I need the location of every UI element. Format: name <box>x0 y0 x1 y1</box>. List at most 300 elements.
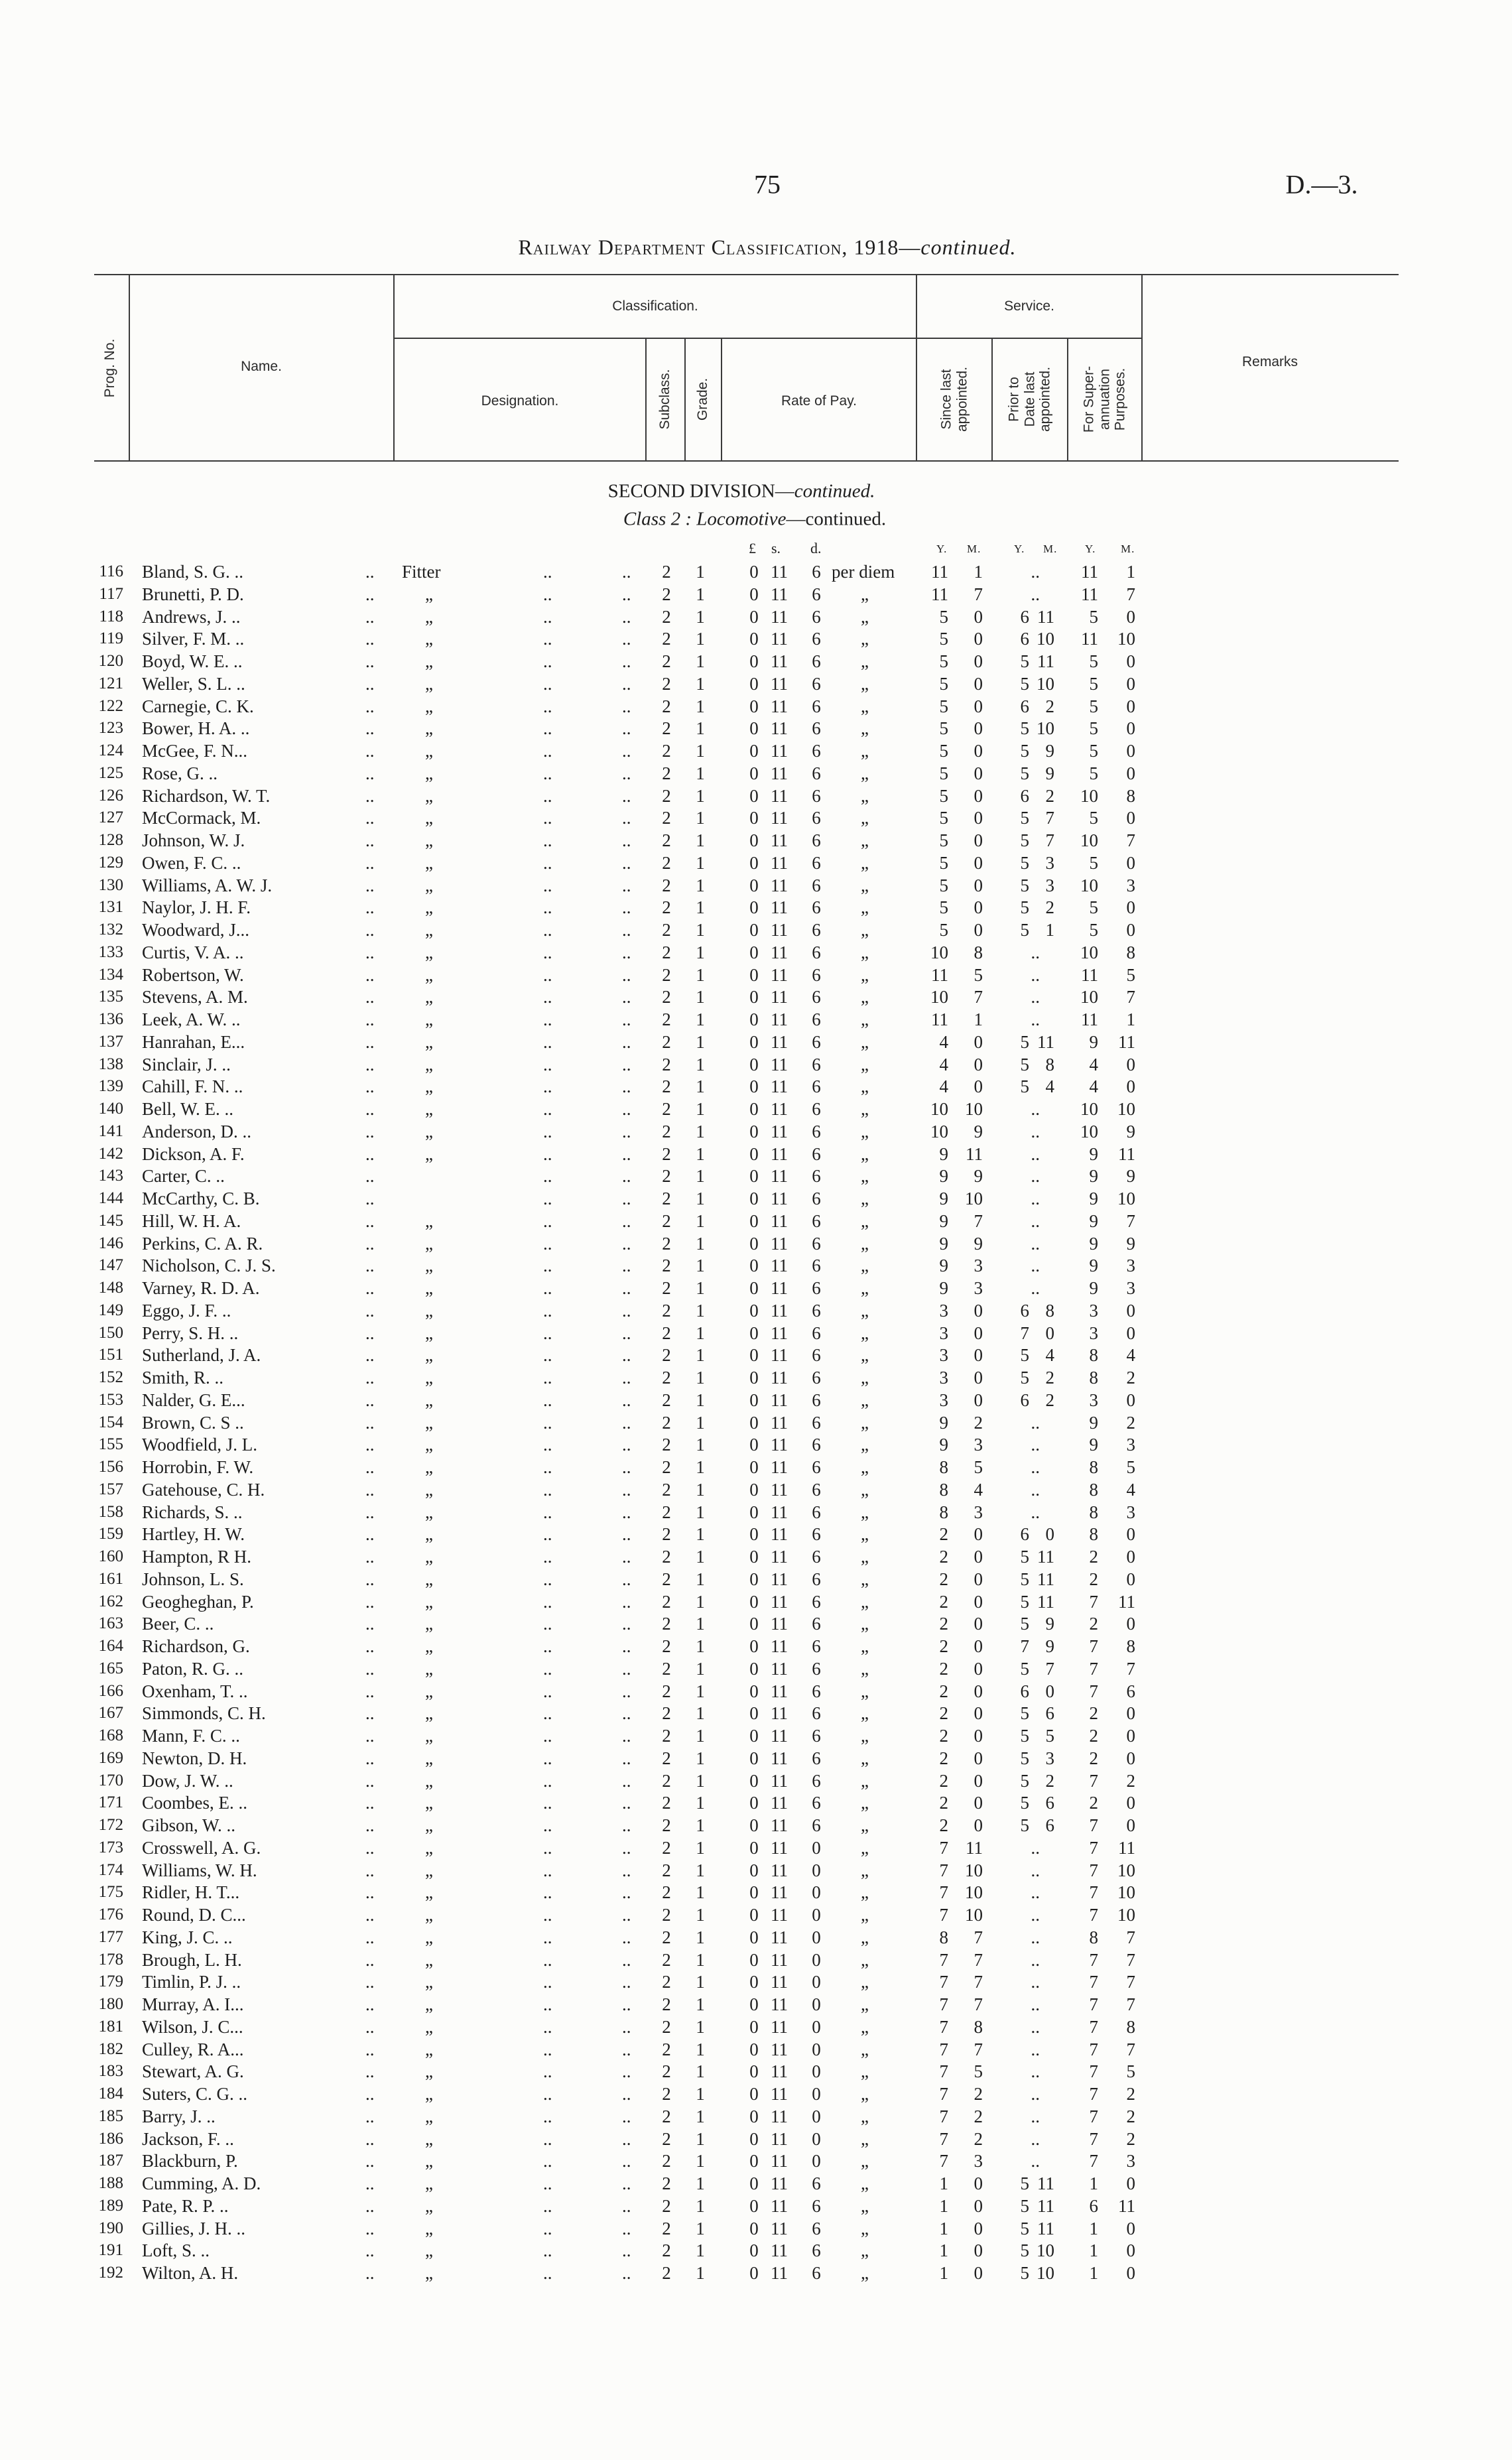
superannuation-years: 7 <box>1089 2039 1098 2059</box>
designation: „ <box>425 1815 433 1835</box>
superannuation-years: 8 <box>1089 1927 1098 1947</box>
leader-dots: .. <box>622 1837 631 1858</box>
prior-service-months: 7 <box>1045 1658 1054 1679</box>
employee-name: Wilton, A. H. <box>142 2263 239 2283</box>
leader-dots: .. <box>622 875 631 895</box>
pay-basis: „ <box>861 1189 869 1208</box>
leader-dots: .. <box>622 2195 631 2216</box>
pay-pence: 6 <box>812 1435 821 1455</box>
table-row <box>0 1724 1512 1747</box>
prog-number: 189 <box>98 2196 123 2215</box>
leader-dots: .. <box>365 606 375 627</box>
since-appointed-years: 11 <box>931 562 948 582</box>
leader-dots: .. <box>543 1368 552 1388</box>
grade: 1 <box>696 1345 705 1366</box>
subclass: 2 <box>662 897 671 918</box>
superannuation-months: 8 <box>1126 785 1135 806</box>
superannuation-years: 9 <box>1089 1233 1098 1254</box>
leader-dots: .. <box>622 1726 631 1746</box>
pay-pence: 6 <box>812 1031 821 1052</box>
pay-shillings: 11 <box>771 1210 788 1231</box>
since-appointed-months: 0 <box>974 651 983 671</box>
pay-basis: „ <box>861 1793 869 1813</box>
pay-basis: „ <box>861 1412 869 1433</box>
leader-dots: .. <box>365 1502 375 1522</box>
subclass: 2 <box>662 1189 671 1208</box>
designation: „ <box>425 1591 433 1612</box>
subclass: 2 <box>662 830 671 850</box>
leader-dots: .. <box>543 1972 552 1992</box>
leader-dots: .. <box>622 1882 631 1903</box>
leader-dots: .. <box>622 584 631 604</box>
leader-dots: .. <box>543 1300 552 1321</box>
superannuation-months: 0 <box>1126 920 1135 940</box>
pay-pence: 6 <box>812 1502 821 1522</box>
header-designation: Designation. <box>481 393 559 409</box>
superannuation-years: 2 <box>1089 1726 1098 1746</box>
pay-pounds: 0 <box>749 1412 759 1433</box>
prog-number: 184 <box>98 2085 123 2103</box>
leader-dots: .. <box>622 1591 631 1612</box>
since-appointed-months: 7 <box>974 584 983 604</box>
since-appointed-months: 10 <box>965 1905 983 1925</box>
leader-dots: .. <box>543 942 552 962</box>
pay-shillings: 11 <box>771 1591 788 1612</box>
since-appointed-months: 0 <box>974 1703 983 1724</box>
leader-dots: .. <box>365 897 375 918</box>
pay-pounds: 0 <box>749 2039 759 2059</box>
leader-dots: .. <box>543 2263 552 2283</box>
grade: 1 <box>696 1099 705 1119</box>
table-row <box>0 650 1512 673</box>
grade: 1 <box>696 673 705 694</box>
table-row <box>0 2128 1512 2150</box>
table-row <box>0 1747 1512 1770</box>
pay-basis: „ <box>861 1994 869 2014</box>
pay-basis: „ <box>861 875 869 895</box>
employee-name: Williams, W. H. <box>142 1860 257 1880</box>
pay-pounds: 0 <box>749 1210 759 1231</box>
designation: „ <box>425 1748 433 1768</box>
since-appointed-years: 9 <box>939 1166 948 1187</box>
pay-shillings: 11 <box>771 763 788 783</box>
prior-service-years: .. <box>1031 1143 1040 1164</box>
pay-shillings: 11 <box>771 1614 788 1634</box>
superannuation-months: 11 <box>1118 2195 1135 2216</box>
employee-name: Silver, F. M. .. <box>142 629 245 649</box>
pay-shillings: 11 <box>771 920 788 940</box>
since-appointed-years: 7 <box>939 1972 948 1992</box>
designation: „ <box>425 1502 433 1522</box>
employee-name: Nalder, G. E... <box>142 1390 245 1410</box>
leader-dots: .. <box>543 1479 552 1500</box>
prog-number: 140 <box>98 1100 123 1118</box>
pay-shillings: 11 <box>771 1927 788 1947</box>
prior-service-years: 5 <box>1020 741 1029 761</box>
pay-pence: 0 <box>812 2061 821 2082</box>
pay-basis: „ <box>861 718 869 739</box>
pay-shillings: 11 <box>771 1703 788 1724</box>
grade: 1 <box>696 1300 705 1321</box>
leader-dots: .. <box>365 673 375 694</box>
superannuation-years: 9 <box>1089 1210 1098 1231</box>
prog-number: 145 <box>98 1211 123 1230</box>
leader-dots: .. <box>622 785 631 806</box>
since-appointed-years: 7 <box>939 2128 948 2149</box>
leader-dots: .. <box>543 1882 552 1903</box>
employee-name: Bower, H. A. .. <box>142 718 250 739</box>
pay-shillings: 11 <box>771 584 788 604</box>
prior-service-months: 6 <box>1045 1815 1054 1835</box>
pay-shillings: 11 <box>771 2173 788 2193</box>
leader-dots: .. <box>365 1099 375 1119</box>
superannuation-months: 11 <box>1118 1143 1135 1164</box>
grade: 1 <box>696 920 705 940</box>
pay-shillings: 11 <box>771 1256 788 1276</box>
since-appointed-months: 0 <box>974 1345 983 1366</box>
leader-dots: .. <box>365 1278 375 1298</box>
prior-service-years: .. <box>1031 1994 1040 2014</box>
prog-number: 132 <box>98 921 123 939</box>
superannuation-months: 2 <box>1126 1770 1135 1791</box>
pay-pounds: 0 <box>749 562 759 582</box>
table-row <box>0 829 1512 852</box>
leader-dots: .. <box>543 1636 552 1656</box>
grade: 1 <box>696 830 705 850</box>
grade: 1 <box>696 1502 705 1522</box>
employee-name: Coombes, E. .. <box>142 1793 247 1813</box>
prior-service-months: 4 <box>1045 1076 1054 1097</box>
pay-basis: „ <box>861 1770 869 1791</box>
employee-name: Cumming, A. D. <box>142 2173 261 2193</box>
leader-dots: .. <box>543 1076 552 1097</box>
leader-dots: .. <box>365 1726 375 1746</box>
designation: „ <box>425 2128 433 2149</box>
superannuation-months: 10 <box>1117 1189 1135 1208</box>
superannuation-years: 5 <box>1089 718 1098 739</box>
since-appointed-years: 3 <box>939 1390 948 1410</box>
prior-service-years: .. <box>1031 2016 1040 2037</box>
superannuation-years: 9 <box>1089 1189 1098 1208</box>
pay-basis: „ <box>861 1547 869 1567</box>
class-name: Locomotive <box>696 508 787 530</box>
prior-service-years: 5 <box>1020 763 1029 783</box>
unit-pence: d. <box>810 540 822 556</box>
superannuation-months: 3 <box>1126 1502 1135 1522</box>
designation: „ <box>425 785 433 806</box>
subclass: 2 <box>662 1345 671 1366</box>
prior-service-months: 2 <box>1045 897 1054 918</box>
table-row <box>0 1344 1512 1366</box>
table-row <box>0 1031 1512 1053</box>
pay-shillings: 11 <box>771 1882 788 1903</box>
since-appointed-months: 8 <box>974 942 983 962</box>
leader-dots: .. <box>365 1949 375 1970</box>
header-since-last-appointed <box>938 367 970 432</box>
leader-dots: .. <box>365 1770 375 1791</box>
leader-dots: .. <box>543 852 552 873</box>
subclass: 2 <box>662 2106 671 2126</box>
prior-service-months: 2 <box>1045 696 1054 716</box>
table-row <box>0 673 1512 695</box>
pay-basis: „ <box>861 942 869 962</box>
table-row <box>0 1053 1512 1076</box>
subclass: 2 <box>662 1502 671 1522</box>
pay-shillings: 11 <box>771 1815 788 1835</box>
grade: 1 <box>696 1591 705 1612</box>
leader-dots: .. <box>622 1457 631 1477</box>
leader-dots: .. <box>543 1994 552 2014</box>
leader-dots: .. <box>365 562 375 582</box>
superannuation-years: 7 <box>1089 1658 1098 1679</box>
subclass: 2 <box>662 718 671 739</box>
header-prog-no: Prog. No. <box>102 338 118 398</box>
leader-dots: .. <box>622 1614 631 1634</box>
leader-dots: .. <box>622 1031 631 1052</box>
grade: 1 <box>696 1233 705 1254</box>
since-appointed-years: 9 <box>939 1233 948 1254</box>
pay-shillings: 11 <box>771 2039 788 2059</box>
leader-dots: .. <box>543 1569 552 1589</box>
superannuation-years: 7 <box>1089 2084 1098 2104</box>
prior-service-months: 11 <box>1037 651 1054 671</box>
grade: 1 <box>696 1658 705 1679</box>
grade: 1 <box>696 1076 705 1097</box>
designation: „ <box>425 1949 433 1970</box>
leader-dots: .. <box>543 1949 552 1970</box>
superannuation-years: 1 <box>1089 2173 1098 2193</box>
pay-pence: 6 <box>812 1547 821 1567</box>
employee-name: Hanrahan, E... <box>142 1031 245 1052</box>
subclass: 2 <box>662 1076 671 1097</box>
pay-pounds: 0 <box>749 1166 759 1187</box>
leader-dots: .. <box>622 1927 631 1947</box>
pay-pounds: 0 <box>749 1882 759 1903</box>
pay-pounds: 0 <box>749 785 759 806</box>
prog-number: 176 <box>98 1906 123 1923</box>
designation: „ <box>425 1569 433 1589</box>
subclass: 2 <box>662 1636 671 1656</box>
since-appointed-years: 9 <box>939 1210 948 1231</box>
superannuation-years: 7 <box>1089 2128 1098 2149</box>
leader-dots: .. <box>543 1614 552 1634</box>
prog-number: 168 <box>98 1726 123 1744</box>
since-appointed-months: 3 <box>974 2151 983 2171</box>
table-row <box>0 2239 1512 2262</box>
superannuation-years: 7 <box>1089 1591 1098 1612</box>
table-row <box>0 762 1512 785</box>
since-appointed-years: 5 <box>939 852 948 873</box>
pay-pounds: 0 <box>749 1502 759 1522</box>
leader-dots: .. <box>622 1143 631 1164</box>
since-appointed-years: 5 <box>939 651 948 671</box>
pay-pounds: 0 <box>749 763 759 783</box>
pay-pounds: 0 <box>749 1323 759 1343</box>
leader-dots: .. <box>365 1882 375 1903</box>
leader-dots: .. <box>365 2195 375 2216</box>
prog-number: 167 <box>98 1704 123 1722</box>
prior-service-months: 6 <box>1045 1703 1054 1724</box>
superannuation-years: 10 <box>1080 830 1098 850</box>
pay-shillings: 11 <box>771 1054 788 1074</box>
table-rule-bottom <box>94 460 1399 462</box>
table-row <box>0 1657 1512 1680</box>
designation: „ <box>425 1256 433 1276</box>
table-row <box>0 1187 1512 1210</box>
designation: „ <box>425 897 433 918</box>
prior-service-years: 6 <box>1020 1390 1029 1410</box>
leader-dots: .. <box>622 2263 631 2283</box>
leader-dots: .. <box>365 1143 375 1164</box>
table-row <box>0 2105 1512 2128</box>
superannuation-years: 7 <box>1089 1860 1098 1880</box>
leader-dots: .. <box>543 1524 552 1545</box>
pay-shillings: 11 <box>771 629 788 649</box>
subclass: 2 <box>662 1233 671 1254</box>
leader-dots: .. <box>543 1748 552 1768</box>
pay-pounds: 0 <box>749 1524 759 1545</box>
grade: 1 <box>696 1770 705 1791</box>
pay-basis: per diem <box>832 562 895 582</box>
prog-number: 163 <box>98 1614 123 1633</box>
designation: „ <box>425 2016 433 2037</box>
since-appointed-months: 11 <box>966 1143 983 1164</box>
employee-name: Johnson, W. J. <box>142 830 245 850</box>
superannuation-years: 9 <box>1089 1031 1098 1052</box>
leader-dots: .. <box>543 1591 552 1612</box>
pay-pence: 6 <box>812 1591 821 1612</box>
prior-service-years: 7 <box>1020 1323 1029 1343</box>
leader-dots: .. <box>543 1837 552 1858</box>
pay-pence: 6 <box>812 1009 821 1029</box>
pay-pounds: 0 <box>749 696 759 716</box>
leader-dots: .. <box>622 1681 631 1701</box>
since-appointed-months: 0 <box>974 920 983 940</box>
superannuation-months: 1 <box>1126 1009 1135 1029</box>
header-remarks: Remarks <box>1241 354 1298 369</box>
pay-pence: 6 <box>812 1614 821 1634</box>
pay-shillings: 11 <box>771 1837 788 1858</box>
employee-name: Murray, A. I... <box>142 1994 244 2014</box>
prior-service-years: 5 <box>1020 920 1029 940</box>
employee-name: Stewart, A. G. <box>142 2061 244 2082</box>
since-appointed-months: 7 <box>974 1210 983 1231</box>
subclass: 2 <box>662 1121 671 1141</box>
since-appointed-years: 11 <box>931 584 948 604</box>
prog-number: 143 <box>98 1167 123 1185</box>
prior-service-months: 10 <box>1037 629 1054 649</box>
leader-dots: .. <box>365 718 375 739</box>
subclass: 2 <box>662 1031 671 1052</box>
employee-name: Newton, D. H. <box>142 1748 247 1768</box>
pay-pence: 0 <box>812 2039 821 2059</box>
superannuation-years: 9 <box>1089 1412 1098 1433</box>
since-appointed-months: 8 <box>974 2016 983 2037</box>
prog-number: 128 <box>98 831 123 849</box>
superannuation-months: 10 <box>1117 1882 1135 1903</box>
subclass: 2 <box>662 2195 671 2216</box>
prior-service-months: 10 <box>1037 2263 1054 2283</box>
since-appointed-months: 0 <box>974 1591 983 1612</box>
leader-dots: .. <box>365 2151 375 2171</box>
section-division <box>608 481 875 503</box>
since-appointed-months: 0 <box>974 830 983 850</box>
prior-service-months: 9 <box>1045 1614 1054 1634</box>
leader-dots: .. <box>622 1412 631 1433</box>
table-row <box>0 874 1512 897</box>
prior-service-months: 0 <box>1045 1681 1054 1701</box>
subclass: 2 <box>662 2084 671 2104</box>
pay-shillings: 11 <box>771 1323 788 1343</box>
table-row <box>0 2060 1512 2083</box>
leader-dots: .. <box>622 606 631 627</box>
leader-dots: .. <box>543 2128 552 2149</box>
table-row <box>0 1478 1512 1501</box>
subclass: 2 <box>662 584 671 604</box>
pay-pence: 6 <box>812 875 821 895</box>
prior-service-years: 5 <box>1020 1614 1029 1634</box>
grade: 1 <box>696 1524 705 1545</box>
superannuation-months: 10 <box>1117 1860 1135 1880</box>
table-row <box>0 919 1512 941</box>
prog-number: 185 <box>98 2106 123 2125</box>
pay-pence: 6 <box>812 897 821 918</box>
header-line: Date last <box>1022 371 1038 427</box>
since-appointed-months: 0 <box>974 1076 983 1097</box>
table-row <box>0 1904 1512 1926</box>
superannuation-months: 0 <box>1126 673 1135 694</box>
designation: „ <box>425 1412 433 1433</box>
subclass: 2 <box>662 1949 671 1970</box>
designation: „ <box>425 696 433 716</box>
header-line: annuation <box>1097 368 1113 430</box>
leader-dots: .. <box>543 629 552 649</box>
prior-service-years: 5 <box>1020 1054 1029 1074</box>
subclass: 2 <box>662 942 671 962</box>
prog-number: 192 <box>98 2264 123 2282</box>
designation: „ <box>425 2263 433 2283</box>
leader-dots: .. <box>543 1031 552 1052</box>
superannuation-years: 1 <box>1089 2263 1098 2283</box>
leader-dots: .. <box>365 1860 375 1880</box>
table-row <box>0 1993 1512 2016</box>
subclass: 2 <box>662 1435 671 1455</box>
leader-dots: .. <box>365 1569 375 1589</box>
since-appointed-months: 7 <box>974 1949 983 1970</box>
prog-number: 173 <box>98 1838 123 1856</box>
pay-basis: „ <box>861 2128 869 2149</box>
pay-pounds: 0 <box>749 920 759 940</box>
since-appointed-years: 2 <box>939 1770 948 1791</box>
subclass: 2 <box>662 1323 671 1343</box>
pay-basis: „ <box>861 696 869 716</box>
header-line: Prior to <box>1006 377 1022 422</box>
table-row <box>0 1389 1512 1411</box>
since-appointed-years: 8 <box>939 1457 948 1477</box>
grade: 1 <box>696 1949 705 1970</box>
table-row <box>0 627 1512 650</box>
leader-dots: .. <box>543 741 552 761</box>
leader-dots: .. <box>543 964 552 985</box>
superannuation-years: 8 <box>1089 1524 1098 1545</box>
superannuation-months: 7 <box>1126 1994 1135 2014</box>
designation: „ <box>425 1994 433 2014</box>
since-appointed-months: 1 <box>974 562 983 582</box>
pay-pence: 6 <box>812 1793 821 1813</box>
prog-number: 170 <box>98 1771 123 1789</box>
superannuation-months: 10 <box>1117 1905 1135 1925</box>
pay-shillings: 11 <box>771 2084 788 2104</box>
